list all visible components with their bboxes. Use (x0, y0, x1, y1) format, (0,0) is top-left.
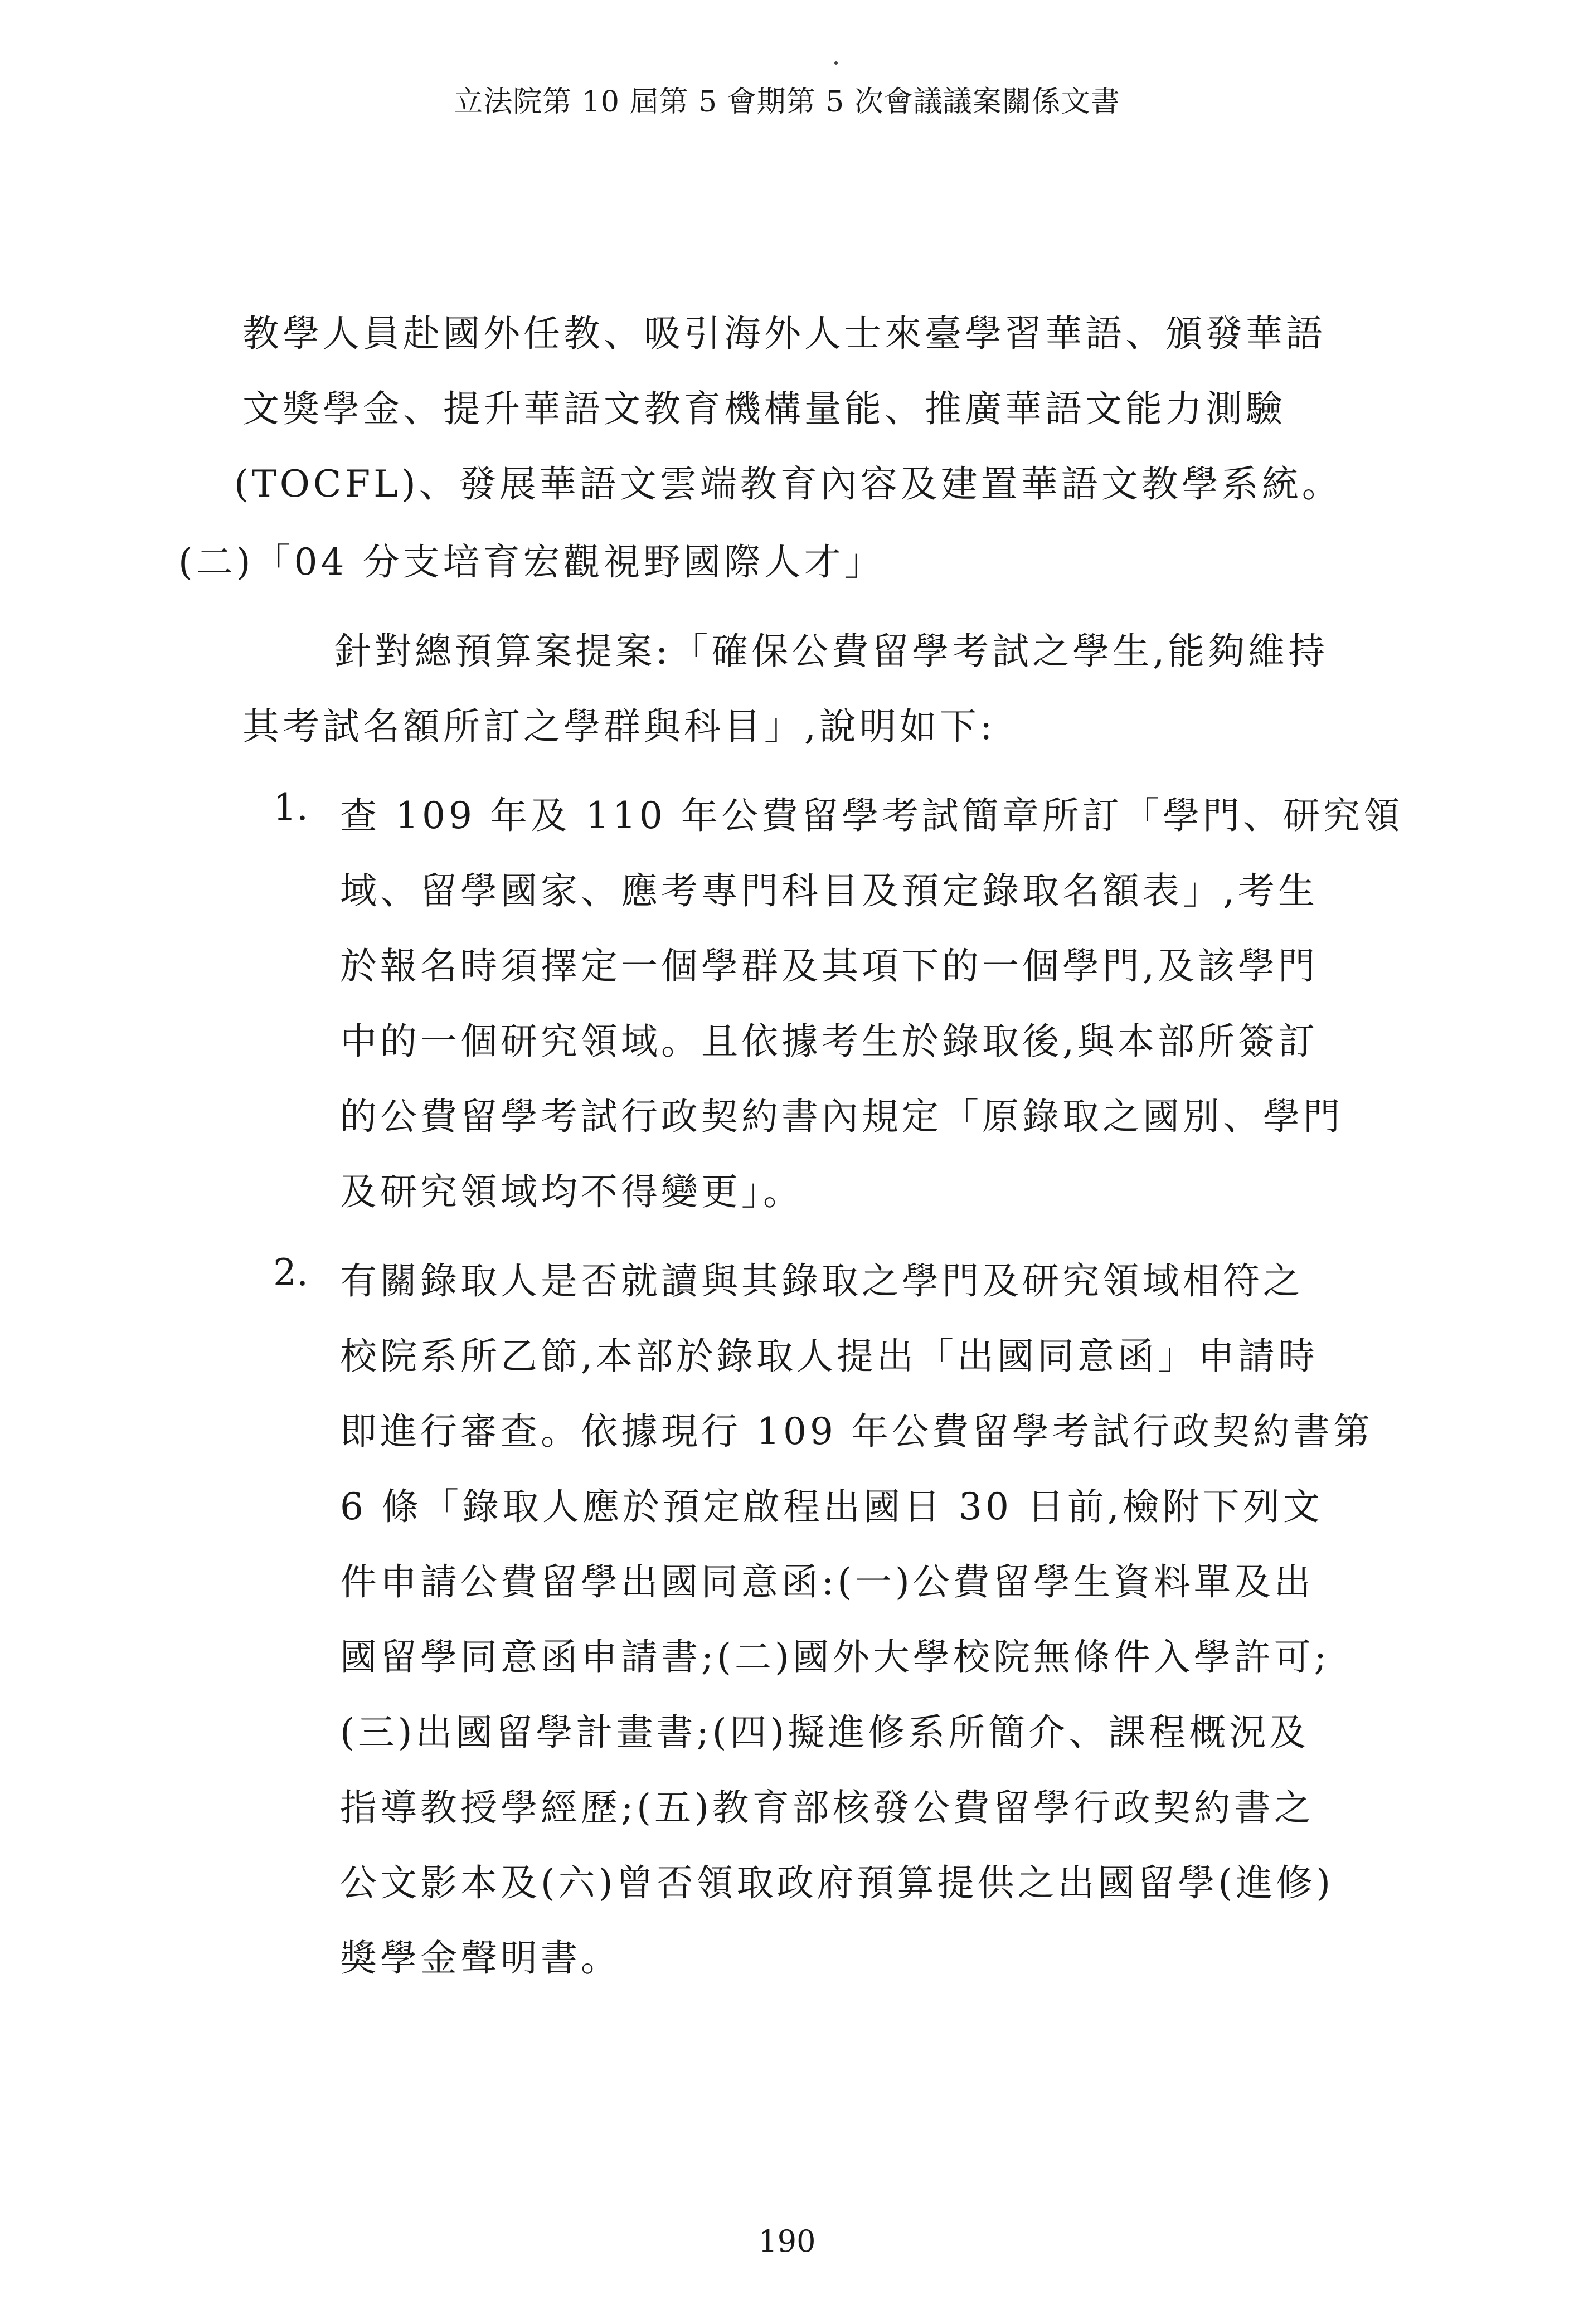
item-line: 中的一個研究領域。且依據考生於錄取後,與本部所簽訂 (340, 1020, 1318, 1063)
paragraph-line: (TOCFL)、發展華語文雲端教育內容及建置華語文教學系統。 (234, 463, 1342, 505)
item-line: (三)出國留學計畫書;(四)擬進修系所簡介、課程概況及 (340, 1711, 1310, 1754)
intro-line: 針對總預算案提案:「確保公費留學考試之學生,能夠維持 (334, 630, 1329, 673)
item-line: 的公費留學考試行政契約書內規定「原錄取之國別、學門 (340, 1095, 1343, 1138)
item-line: 校院系所乙節,本部於錄取人提出「出國同意函」申請時 (340, 1335, 1318, 1378)
item-line: 及研究領域均不得變更」。 (340, 1170, 803, 1213)
item-line: 於報名時須擇定一個學群及其項下的一個學門,及該學門 (340, 945, 1318, 988)
paragraph-line: 文獎學金、提升華語文教育機構量能、推廣華語文能力測驗 (242, 387, 1286, 430)
item-number: 2. (273, 1251, 308, 1294)
paragraph-line: 教學人員赴國外任教、吸引海外人士來臺學習華語、頒發華語 (242, 312, 1326, 355)
document-header: 立法院第 10 屆第 5 會期第 5 次會議議案關係文書 (454, 85, 1120, 119)
scan-dot (834, 61, 838, 65)
item-line: 件申請公費留學出國同意函:(一)公費留學生資料單及出 (340, 1560, 1314, 1603)
item-number: 1. (273, 786, 308, 829)
item-line: 即進行審查。依據現行 109 年公費留學考試行政契約書第 (340, 1410, 1373, 1453)
page-number: 190 (758, 2224, 816, 2259)
item-line: 查 109 年及 110 年公費留學考試簡章所訂「學門、研究領 (340, 794, 1403, 837)
item-line: 有關錄取人是否就讀與其錄取之學門及研究領域相符之 (340, 1260, 1303, 1302)
item-line: 指導教授學經歷;(五)教育部核發公費留學行政契約書之 (340, 1786, 1314, 1829)
item-line: 域、留學國家、應考專門科目及預定錄取名額表」,考生 (340, 869, 1318, 912)
item-line: 公文影本及(六)曾否領取政府預算提供之出國留學(進修) (340, 1861, 1334, 1904)
item-line: 國留學同意函申請書;(二)國外大學校院無條件入學許可; (340, 1636, 1330, 1679)
section-heading: (二)「04 分支培育宏觀視野國際人才」 (178, 541, 885, 584)
intro-line: 其考試名額所訂之學群與科目」,說明如下: (242, 705, 996, 748)
item-line: 獎學金聲明書。 (340, 1937, 621, 1980)
item-line: 6 條「錄取人應於預定啟程出國日 30 日前,檢附下列文 (340, 1485, 1323, 1528)
